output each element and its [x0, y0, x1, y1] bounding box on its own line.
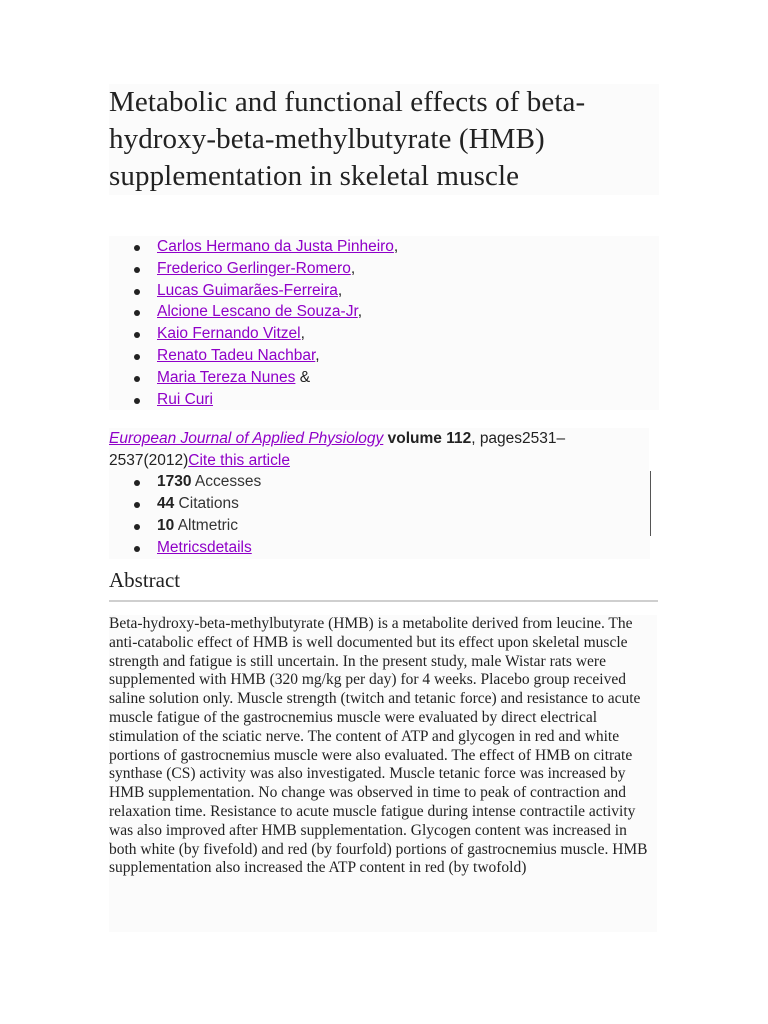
author-link[interactable]: Rui Curi — [157, 390, 213, 408]
author-item — [109, 323, 659, 345]
author-link[interactable]: Carlos Hermano da Justa Pinheiro — [157, 238, 394, 255]
abstract-body — [109, 615, 657, 932]
metric-accesses — [109, 471, 650, 493]
title-block — [109, 84, 659, 195]
author-item — [109, 367, 659, 389]
citation-line — [109, 428, 649, 472]
author-separator: , — [350, 259, 356, 277]
author-link[interactable]: Lucas Guimarães-Ferreira — [157, 281, 338, 299]
metric-details — [109, 537, 650, 559]
metrics-list — [109, 471, 650, 559]
altmetric-label: Altmetric — [174, 517, 238, 534]
author-link[interactable]: Frederico Gerlinger-Romero — [157, 259, 351, 277]
author-item — [109, 345, 659, 367]
author-list — [109, 236, 659, 410]
author-separator: & — [295, 368, 311, 386]
author-separator: , — [337, 281, 343, 299]
altmetric-count: 10 — [157, 517, 175, 534]
author-item — [109, 258, 659, 280]
metric-citations — [109, 493, 650, 515]
author-link[interactable]: Renato Tadeu Nachbar — [157, 346, 316, 364]
article-title: Metabolic and functional effects of beta-hydroxy-beta-methylbutyrate (HMB) supplementation in skeletal muscle — [109, 86, 586, 192]
author-item — [109, 301, 659, 323]
author-separator: , — [300, 325, 305, 343]
vertical-divider — [650, 471, 651, 536]
author-item — [109, 280, 659, 302]
citations-label: Citations — [174, 495, 239, 512]
author-item — [109, 389, 659, 411]
author-link[interactable]: Kaio Fernando Vitzel — [157, 325, 301, 343]
author-link[interactable]: Maria Tereza Nunes — [157, 368, 296, 386]
accesses-count: 1730 — [157, 473, 192, 490]
author-separator: , — [393, 238, 399, 255]
journal-volume: volume 112 — [387, 430, 472, 447]
accesses-label: Accesses — [191, 473, 262, 490]
metric-altmetric — [109, 515, 650, 537]
author-link[interactable]: Alcione Lescano de Souza-Jr — [157, 303, 358, 321]
author-item — [109, 236, 659, 258]
cite-article-link[interactable]: Cite this article — [188, 452, 290, 469]
abstract-text: Beta-hydroxy-beta-methylbutyrate (HMB) is a metabolite derived from leucine. The anti-catabolic effect of HMB is well documented but its effect upon skeletal muscle strength and fatigue is still uncertain. In the present study, male Wistar rats were supplemented with HMB (320 mg/kg per day) for 4 weeks. Placebo group received saline solution only. Muscle strength (twitch and tetanic force) and resistance to acute muscle fatigue of the gastrocnemius muscle were evaluated by direct electrical stimulation of the sciatic nerve. The content of ATP and glycogen in red and white portions of gastrocnemius muscle were also evaluated. The effect of HMB on citrate synthase (CS) activity was also investigated. Muscle tetanic force was increased by HMB supplementation. No change was observed in time to peak of contraction and relaxation time. Resistance to acute muscle fatigue during intense contractile activity was also improved after HMB supplementation. Glycogen content was increased in both white (by fivefold) and red (by fourfold) portions of gastrocnemius muscle. HMB supplementation also increased the ATP content in red (by twofold) — [109, 615, 648, 877]
citations-count: 44 — [157, 495, 175, 512]
abstract-rule — [109, 600, 658, 602]
author-separator: , — [357, 303, 363, 321]
abstract-heading: Abstract — [109, 568, 181, 592]
journal-link[interactable]: European Journal of Applied Physiology — [109, 430, 384, 447]
journal-pages: , pages2531–2537(2012) — [109, 430, 566, 469]
author-separator: , — [315, 346, 320, 364]
metrics-details-link[interactable]: Metricsdetails — [157, 539, 252, 556]
